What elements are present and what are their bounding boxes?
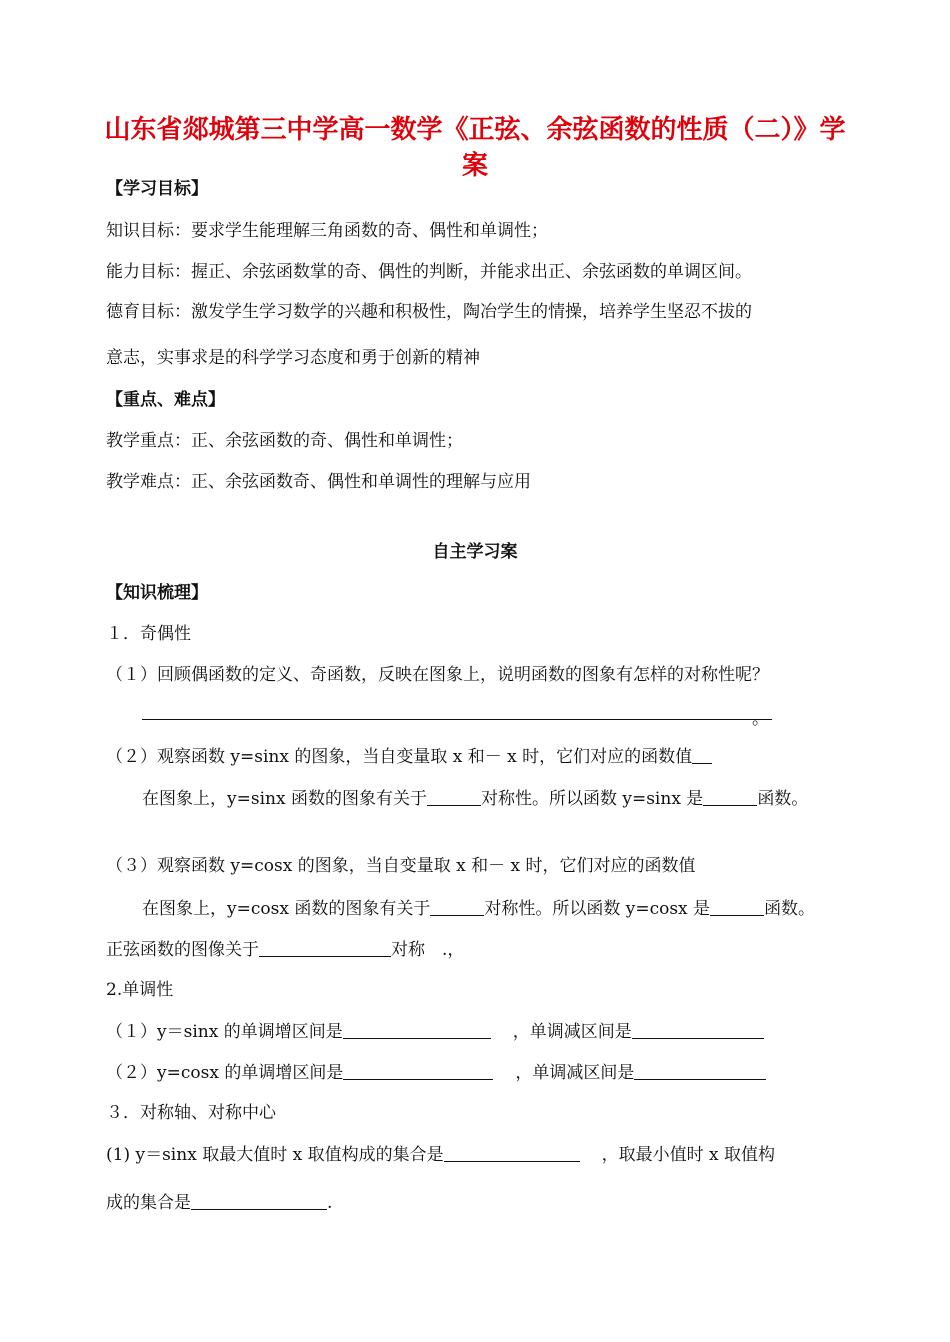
s1-text-3: 成的集合是: [106, 1193, 191, 1213]
knowledge-goal: 知识目标：要求学生能理解三角函数的奇、偶性和单调性；: [106, 221, 548, 241]
m2-text-1: （２）y=cosx 的单调增区间是: [106, 1063, 344, 1083]
key-points-heading: 【重点、难点】: [106, 390, 225, 410]
answer-blank-q3-symmetry[interactable]: [430, 897, 484, 916]
moral-goal-line-2: 意志，实事求是的科学学习态度和勇于创新的精神: [106, 348, 480, 368]
question-1: （１）回顾偶函数的定义、奇函数，反映在图象上，说明函数的图象有怎样的对称性呢？: [106, 665, 769, 685]
question-3: （３）观察函数 y=cosx 的图象，当自变量取 x 和－ x 时，它们对应的函数值: [106, 856, 696, 876]
s1-text-4: .: [327, 1193, 333, 1213]
q2-text-2: 对称性。所以函数 y=sinx 是: [480, 789, 704, 809]
question-2: [106, 745, 712, 768]
knowledge-review-heading: 【知识梳理】: [106, 583, 208, 603]
title-line-2: 案: [461, 151, 488, 181]
document-title: [100, 112, 850, 184]
answer-blank-q3-type[interactable]: [710, 897, 764, 916]
symmetry-question-1-line-2: [106, 1191, 332, 1214]
answer-blank-sin-decrease[interactable]: [632, 1020, 764, 1039]
q1-period: 。: [752, 709, 769, 729]
monotonicity-title: 2.单调性: [106, 980, 174, 1000]
monotonicity-1: [106, 1020, 764, 1043]
m1-text-2: ，单调减区间是: [512, 1022, 632, 1042]
moral-goal-line-1: 德育目标：激发学生学习数学的兴趣和积极性，陶冶学生的情操，培养学生坚忍不拔的: [106, 302, 752, 322]
ability-goal: 能力目标：握正、余弦函数掌的奇、偶性的判断，并能求出正、余弦函数的单调区间。: [106, 262, 752, 282]
teaching-difficulty: 教学难点：正、余弦函数奇、偶性和单调性的理解与应用: [106, 472, 531, 492]
answer-blank-q2-value[interactable]: [692, 745, 712, 764]
q3-text-3: 函数。: [764, 899, 816, 919]
question-3-line-2: [142, 897, 815, 920]
m1-text-1: （１）y＝sinx 的单调增区间是: [106, 1022, 343, 1042]
monotonicity-2: [106, 1061, 766, 1084]
self-study-heading: 自主学习案: [432, 542, 518, 562]
answer-blank-cos-decrease[interactable]: [634, 1061, 766, 1080]
q2-text: （２）观察函数 y=sinx 的图象，当自变量取 x 和－ x 时，它们对应的函数值: [106, 747, 693, 767]
answer-blank-q1[interactable]: [142, 718, 772, 720]
answer-blank-sine-symmetry[interactable]: [259, 938, 391, 957]
answer-blank-max-set[interactable]: [444, 1143, 580, 1162]
symmetry-title: ３．对称轴、对称中心: [106, 1103, 276, 1123]
s1-text-1: (1) y＝sinx 取最大值时 x 取值构成的集合是: [106, 1145, 444, 1165]
m2-text-2: ，单调减区间是: [515, 1063, 635, 1083]
question-2-line-2: [142, 787, 808, 810]
q3-text-1: 在图象上，y=cosx 函数的图象有关于: [142, 899, 431, 919]
answer-blank-cos-increase[interactable]: [343, 1061, 493, 1080]
q2-text-3: 函数。: [757, 789, 809, 809]
teaching-focus: 教学重点：正、余弦函数的奇、偶性和单调性；: [106, 431, 463, 451]
answer-blank-q2-type[interactable]: [703, 787, 757, 806]
symmetry-question-1: [106, 1143, 775, 1166]
question-3-line-3: [106, 938, 464, 961]
goals-heading: 【学习目标】: [106, 179, 208, 199]
q2-text-1: 在图象上，y=sinx 函数的图象有关于: [142, 789, 427, 809]
q3-text-4: 正弦函数的图像关于: [106, 940, 259, 960]
answer-blank-sin-increase[interactable]: [343, 1020, 491, 1039]
answer-blank-q2-symmetry[interactable]: [427, 787, 481, 806]
answer-blank-min-set[interactable]: [191, 1191, 327, 1210]
title-line-1: 山东省郯城第三中学高一数学《正弦、余弦函数的性质（二）》学: [104, 115, 846, 145]
q3-text-5: 对称 .，: [391, 940, 465, 960]
q3-text-2: 对称性。所以函数 y=cosx 是: [484, 899, 711, 919]
parity-title: １．奇偶性: [106, 624, 191, 644]
s1-text-2: ，取最小值时 x 取值构: [601, 1145, 775, 1165]
